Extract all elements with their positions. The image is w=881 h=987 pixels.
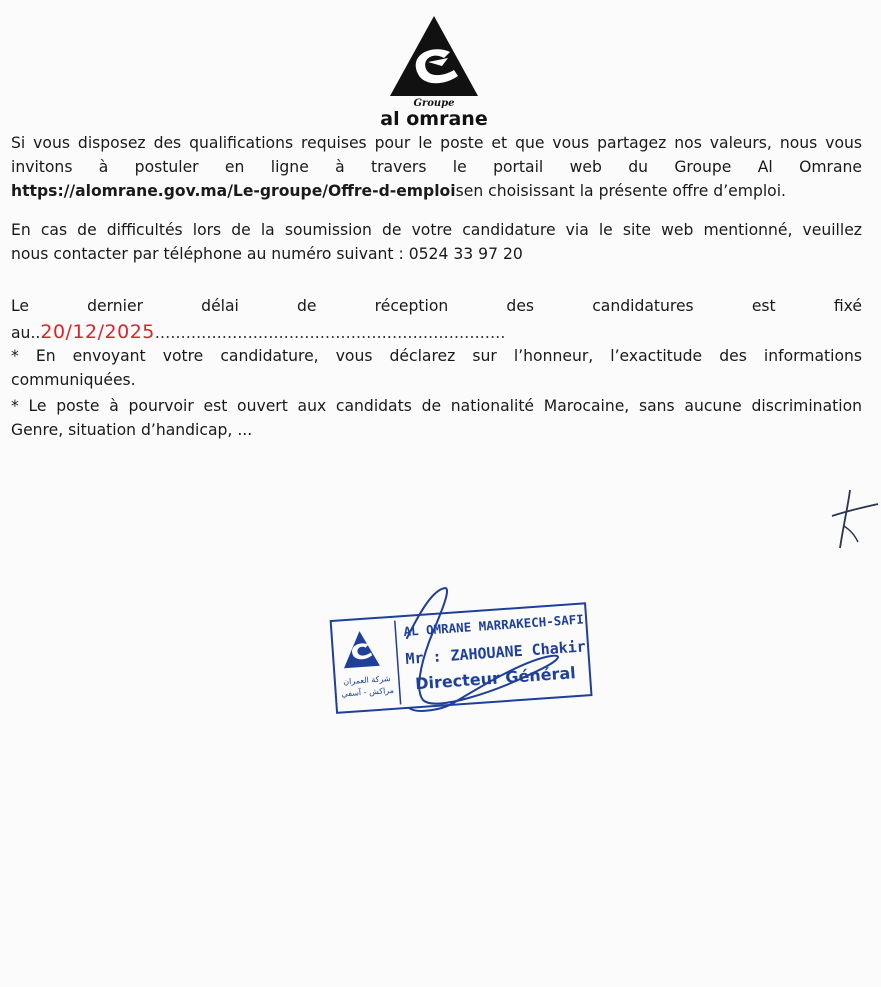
logo-group-label: Groupe xyxy=(413,98,455,109)
honour-paragraph xyxy=(11,344,862,392)
eligibility-line-2: Genre, situation d’handicap, ... xyxy=(11,421,253,439)
stamp-arabic-line-1: شركة العمران xyxy=(342,674,391,687)
honour-line-2: communiquées. xyxy=(11,371,136,389)
logo-brand-name: al omrane xyxy=(380,108,488,130)
official-stamp xyxy=(325,580,600,720)
stamp-director-name: Mr : ZAHOUANE Chakir xyxy=(404,637,587,668)
deadline-dots: .................................................................... xyxy=(154,324,506,342)
apply-line-1: Si vous disposez des qualifications requises pour le poste et que vous partagez nos valeurs, nous vous xyxy=(11,134,862,152)
careers-url-link[interactable]: https://alomrane.gov.ma/Le-groupe/Offre-d-emploi xyxy=(11,182,456,200)
eligibility-paragraph xyxy=(11,394,862,442)
stamp-arabic-line-2: مراكش - آسفي xyxy=(341,685,395,699)
deadline-date: 20/12/2025 xyxy=(40,321,155,343)
eligibility-line-1: * Le poste à pourvoir est ouvert aux candidats de nationalité Marocaine, sans aucune discrimination xyxy=(11,397,862,415)
stamp-director-title: Directeur Général xyxy=(414,663,577,694)
stamp-logo-icon xyxy=(341,630,379,668)
contact-line-1: En cas de difficultés lors de la soumission de votre candidature via le site web mentionné, veuillez xyxy=(11,221,862,239)
honour-line-1: * En envoyant votre candidature, vous déclarez sur l’honneur, l’exactitude des informations xyxy=(11,347,862,365)
apply-line-3-rest: sen choisissant la présente offre d’emploi. xyxy=(455,182,787,200)
apply-paragraph xyxy=(11,131,862,203)
logo-triangle-icon xyxy=(390,16,478,96)
contact-paragraph xyxy=(11,218,862,266)
contact-line-2: nous contacter par téléphone au numéro suivant : 0524 33 97 20 xyxy=(11,245,523,263)
stamp-company-line: AL OMRANE MARRAKECH-SAFI xyxy=(403,611,585,640)
apply-line-2: invitons à postuler en ligne à travers le portail web du Groupe Al Omrane xyxy=(11,158,862,176)
al-omrane-logo xyxy=(378,14,490,132)
deadline-line-2 xyxy=(11,319,862,346)
initials-mark xyxy=(820,486,880,556)
deadline-paragraph xyxy=(11,293,862,346)
deadline-prefix: au.. xyxy=(11,324,41,342)
apply-line-3 xyxy=(11,179,862,203)
deadline-line-1: Le dernier délai de réception des candidatures est fixé xyxy=(11,297,862,315)
